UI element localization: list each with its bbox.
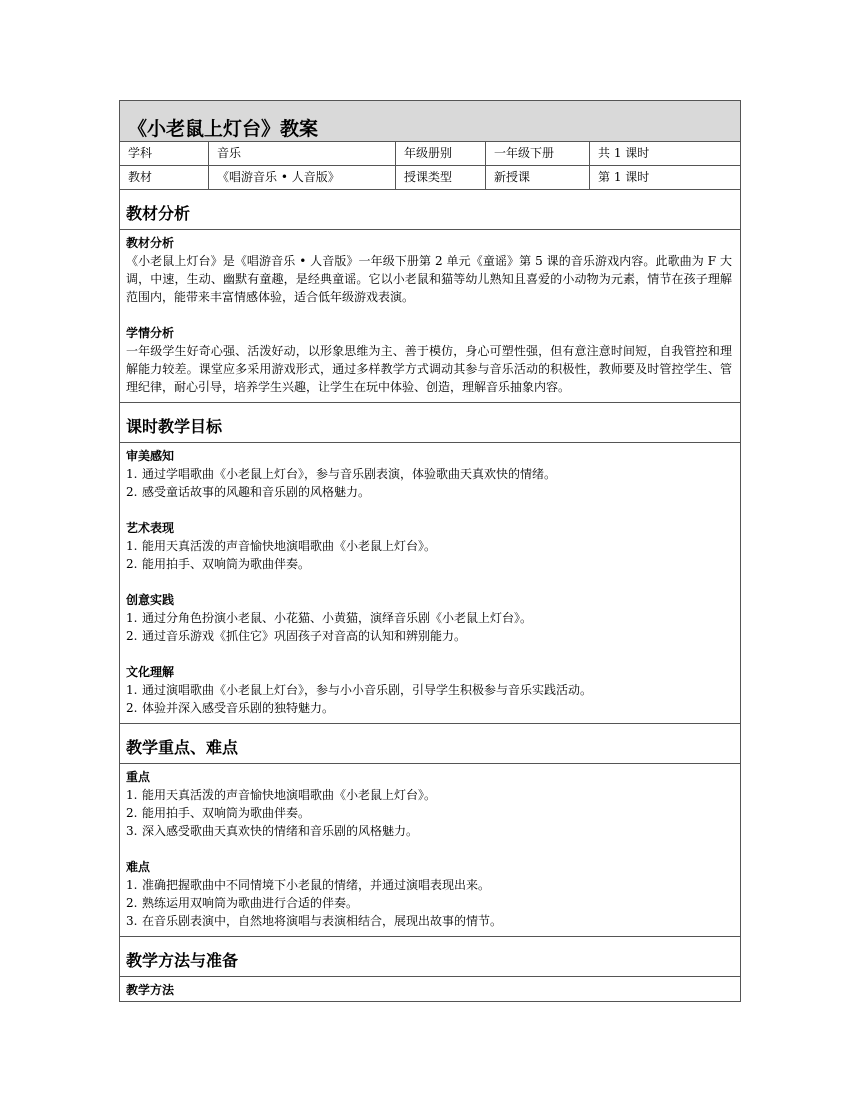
section-heading-goals: 课时教学目标 — [120, 403, 740, 443]
list-item: 2. 感受童话故事的风趣和音乐剧的风格魅力。 — [126, 485, 371, 499]
section-body-keypoints — [120, 764, 740, 937]
paragraph-material-analysis: 《小老鼠上灯台》是《唱游音乐 • 人音版》一年级下册第 2 单元《童谣》第 5 课的音乐游戏内容。此歌曲为 F 大调，中速，生动、幽默有童趣，是经典童谣。它以小老鼠和猫等幼儿熟知且喜爱的小动物为元素，情节在孩子理解范围内，能带来丰富情感体验，适合低年级游戏表演。 — [126, 254, 732, 304]
info-row-subject — [120, 142, 740, 166]
section-body-goals — [120, 443, 740, 724]
list-item: 2. 体验并深入感受音乐剧的独特魅力。 — [126, 701, 335, 715]
subheading-artistic: 艺术表现 — [126, 521, 175, 535]
list-item: 2. 通过音乐游戏《抓住它》巩固孩子对音高的认知和辨别能力。 — [126, 629, 467, 643]
list-item: 1. 能用天真活泼的声音愉快地演唱歌曲《小老鼠上灯台》。 — [126, 788, 437, 802]
list-item: 1. 通过分角色扮演小老鼠、小花猫、小黄猫，演绎音乐剧《小老鼠上灯台》。 — [126, 611, 533, 625]
list-item: 3. 深入感受歌曲天真欢快的情绪和音乐剧的风格魅力。 — [126, 824, 419, 838]
value-lesson-type: 新授课 — [486, 166, 590, 189]
paragraph-student-analysis: 一年级学生好奇心强、活泼好动，以形象思维为主、善于模仿，身心可塑性强，但有意注意时间短，自我管控和理解能力较差。课堂应多采用游戏形式，通过多样教学方式调动其参与音乐活动的积极性，教师要及时管控学生、管理纪律，耐心引导，培养学生兴趣，让学生在玩中体验、创造，理解音乐抽象内容。 — [126, 344, 732, 394]
label-lesson-type: 授课类型 — [396, 166, 486, 189]
value-current-period: 第 1 课时 — [598, 170, 650, 184]
list-item: 2. 能用拍手、双响筒为歌曲伴奏。 — [126, 557, 311, 571]
list-item: 1. 通过学唱歌曲《小老鼠上灯台》，参与音乐剧表演，体验歌曲天真欢快的情绪。 — [126, 467, 557, 481]
list-item: 1. 准确把握歌曲中不同情境下小老鼠的情绪，并通过演唱表现出来。 — [126, 878, 491, 892]
list-item: 2. 熟练运用双响筒为歌曲进行合适的伴奏。 — [126, 896, 359, 910]
value-grade: 一年级下册 — [486, 142, 590, 165]
subheading-culture: 文化理解 — [126, 665, 175, 679]
section-body-methods — [120, 977, 740, 1001]
subheading-student-analysis: 学情分析 — [126, 326, 175, 340]
subheading-difficulty: 难点 — [126, 860, 151, 874]
section-heading-keypoints: 教学重点、难点 — [120, 724, 740, 764]
subheading-material-analysis: 教材分析 — [126, 236, 175, 250]
label-grade: 年级册别 — [396, 142, 486, 165]
value-total-periods: 共 1 课时 — [598, 146, 650, 160]
document-title: 《小老鼠上灯台》教案 — [120, 101, 740, 142]
subheading-focus: 重点 — [126, 770, 151, 784]
section-heading-methods: 教学方法与准备 — [120, 937, 740, 977]
subheading-teaching-methods: 教学方法 — [126, 983, 175, 997]
subheading-creative: 创意实践 — [126, 593, 175, 607]
list-item: 1. 通过演唱歌曲《小老鼠上灯台》，参与小小音乐剧，引导学生积极参与音乐实践活动。 — [126, 683, 593, 697]
section-body-material — [120, 230, 740, 403]
info-row-textbook — [120, 166, 740, 190]
label-subject: 学科 — [120, 142, 209, 165]
value-textbook: 《唱游音乐 • 人音版》 — [209, 166, 396, 189]
list-item: 2. 能用拍手、双响筒为歌曲伴奏。 — [126, 806, 311, 820]
label-textbook: 教材 — [120, 166, 209, 189]
section-heading-material: 教材分析 — [120, 190, 740, 230]
list-item: 3. 在音乐剧表演中，自然地将演唱与表演相结合，展现出故事的情节。 — [126, 914, 503, 928]
value-subject: 音乐 — [209, 142, 396, 165]
list-item: 1. 能用天真活泼的声音愉快地演唱歌曲《小老鼠上灯台》。 — [126, 539, 437, 553]
lesson-plan-document — [119, 100, 741, 1002]
subheading-aesthetic: 审美感知 — [126, 449, 175, 463]
